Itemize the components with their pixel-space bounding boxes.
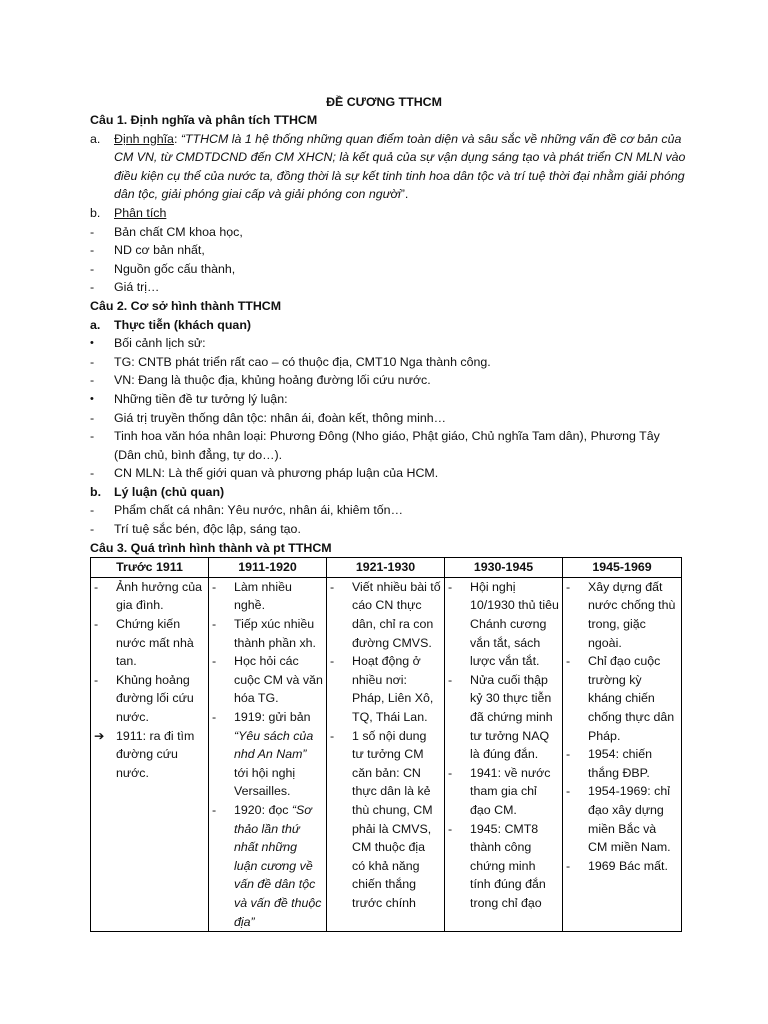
period-header: 1921-1930 xyxy=(327,558,445,578)
list-item xyxy=(90,260,690,279)
list-marker: b. xyxy=(90,205,101,220)
definition-text: “TTHCM là 1 hệ thống những quan điểm toàn diện và sâu sắc về những vấn đề cơ bản của CM VN, từ CMDTDCND đến CM XHCN; là kết quả của sự vận dụng sáng tạo và phát triển CN MLN vào điều kiện cụ thể của nước ta, đồng thời là sự kết tinh tinh hoa dân tộc và trí tuệ thời đại nhằm giải phóng dân tộc, giải phóng giai cấp và giải phóng con người xyxy=(114,131,686,202)
period-cell xyxy=(327,577,445,931)
timeline-header-row xyxy=(91,558,682,578)
list-marker: - xyxy=(212,617,217,632)
document-title-quote: “Sơ thảo lần thứ nhất những luận cương về vấn đề dân tộc và vấn đề thuộc địa” xyxy=(234,802,322,929)
list-marker: - xyxy=(94,672,99,687)
timeline-item xyxy=(212,652,323,708)
section-heading-2: Câu 2. Cơ sở hình thành TTHCM xyxy=(90,298,282,313)
list-marker: - xyxy=(448,821,453,836)
timeline-item-text: Chỉ đạo cuộc trường kỳ kháng chiến chống thực dân Pháp. xyxy=(588,654,675,743)
list-marker: - xyxy=(90,503,95,518)
section-heading-3: Câu 3. Quá trình hình thành và pt TTHCM xyxy=(90,540,332,555)
timeline-item xyxy=(448,671,559,764)
timeline-item-text: Hội nghị 10/1930 thủ tiêu Chánh cương vắn tắt, sách lược vắn tắt. xyxy=(470,579,559,669)
timeline-body-row xyxy=(91,577,682,931)
list-marker: - xyxy=(566,784,571,799)
list-marker: - xyxy=(90,522,95,537)
timeline-item-text: 1941: về nước tham gia chỉ đạo CM. xyxy=(470,765,551,817)
period-cell xyxy=(563,577,682,931)
list-marker: - xyxy=(94,617,99,632)
list-marker: - xyxy=(566,858,571,873)
timeline-item-text: Học hỏi các cuộc CM và văn hóa TG. xyxy=(234,654,323,706)
q1-definition: a. Định nghĩa: “TTHCM là 1 hệ thống những quan điểm toàn diện và sâu sắc về những vấn đề cơ bản của CM VN, từ CMDTDCND đến CM XHCN; là kết quả của sự vận dụng sáng tạo và phát triển CN MLN vào điều kiện cụ thể của nước ta, đồng thời là sự kết tinh tinh hoa dân tộc và trí tuệ thời đại nhằm giải phóng dân tộc, giải phóng giai cấp và giải phóng con người”. xyxy=(90,130,690,204)
document-title-quote: “Yêu sách của nhd An Nam” xyxy=(234,728,314,762)
list-marker: - xyxy=(566,747,571,762)
list-marker: - xyxy=(212,579,217,594)
document-title: ĐỀ CƯƠNG TTHCM xyxy=(326,95,442,109)
period-cell xyxy=(91,577,209,931)
period-header: 1945-1969 xyxy=(563,558,682,578)
list-item xyxy=(90,427,690,464)
arrow-right-icon: ➔ xyxy=(94,728,105,743)
list-marker: - xyxy=(90,429,95,444)
period-cell xyxy=(209,577,327,931)
list-marker: - xyxy=(330,728,335,743)
list-item xyxy=(90,223,690,242)
timeline-item xyxy=(448,764,559,820)
definition-label: Định nghĩa xyxy=(114,131,174,146)
timeline-item xyxy=(566,652,678,745)
list-item-text: Trí tuệ sắc bén, độc lập, sáng tạo. xyxy=(114,522,301,537)
timeline-item-text: 1954-1969: chỉ đạo xây dựng miền Bắc và CM miền Nam. xyxy=(588,784,671,855)
list-marker: - xyxy=(330,579,335,594)
list-marker: - xyxy=(448,579,453,594)
timeline-item-text: 1954: chiến thắng ĐBP. xyxy=(588,747,653,780)
timeline-item-text: Chứng kiến nước mất nhà tan. xyxy=(116,617,194,669)
timeline-item xyxy=(212,708,323,801)
timeline-item xyxy=(212,578,323,615)
timeline-item xyxy=(94,671,205,727)
timeline-item xyxy=(566,782,678,856)
list-item xyxy=(90,353,690,372)
list-item xyxy=(90,409,690,428)
list-marker: - xyxy=(566,654,571,669)
list-item-text: Bản chất CM khoa học, xyxy=(114,224,243,239)
list-marker: - xyxy=(448,765,453,780)
timeline-item xyxy=(566,745,678,782)
list-marker: a. xyxy=(90,131,101,146)
list-marker: - xyxy=(90,280,95,295)
analysis-label: Phân tích xyxy=(114,205,167,220)
timeline-item-text: tới hội nghị Versailles. xyxy=(234,765,296,799)
list-marker: - xyxy=(90,354,95,369)
list-item-text: Những tiền đề tư tưởng lý luận: xyxy=(114,391,288,406)
timeline-item xyxy=(94,727,205,783)
timeline-item-text: Tiếp xúc nhiều thành phần xh. xyxy=(234,617,316,650)
list-item-text: VN: Đang là thuộc địa, khủng hoảng đường lối cứu nước. xyxy=(114,373,431,388)
timeline-item-text: 1945: CMT8 thành công chứng minh tính đúng đắn trong chỉ đạo xyxy=(470,821,546,910)
period-header: 1911-1920 xyxy=(209,558,327,578)
timeline-item-text: 1 số nội dung tư tưởng CM căn bản: CN thực dân là kẻ thù chung, CM phải là CMVS, CM thuộc địa có khả năng chiến thắng trước chính xyxy=(352,728,433,910)
list-item-text: CN MLN: Là thế giới quan và phương pháp luận của HCM. xyxy=(114,466,439,481)
list-item xyxy=(90,501,690,520)
timeline-item-text: Làm nhiều nghề. xyxy=(234,579,292,613)
list-marker: - xyxy=(90,224,95,239)
timeline-item-text: 1920: đọc xyxy=(234,802,292,817)
timeline-item xyxy=(330,727,441,913)
list-item xyxy=(90,278,690,297)
timeline-item xyxy=(330,652,441,726)
timeline-item xyxy=(566,857,678,876)
timeline-item-text: Khủng hoảng đường lối cứu nước. xyxy=(116,672,194,724)
list-item-text: Giá trị truyền thống dân tộc: nhân ái, đoàn kết, thông minh… xyxy=(114,410,447,425)
timeline-item-text: Hoạt động ở nhiều nơi: Pháp, Liên Xô, TQ, Thái Lan. xyxy=(352,654,434,724)
timeline-item xyxy=(448,820,559,913)
list-item xyxy=(90,371,690,390)
list-marker: - xyxy=(90,410,95,425)
list-item xyxy=(90,334,690,353)
list-marker: - xyxy=(448,672,453,687)
timeline-item-text: Nửa cuối thập kỷ 30 thực tiễn đã chứng minh tư tưởng NAQ là đúng đắn. xyxy=(470,672,553,762)
list-marker: - xyxy=(90,373,95,388)
timeline-item xyxy=(94,615,205,671)
timeline-item xyxy=(94,578,205,615)
timeline-item-text: Viết nhiều bài tố cáo CN thực dân, chỉ ra con đường CMVS. xyxy=(352,579,441,650)
q1-items xyxy=(90,223,690,297)
list-marker: - xyxy=(212,710,217,724)
q2-theory-items xyxy=(90,501,690,538)
list-marker: - xyxy=(90,466,95,481)
q2-practice-heading: a. Thực tiễn (khách quan) xyxy=(90,317,252,332)
period-cell xyxy=(445,577,563,931)
timeline-item xyxy=(212,801,323,931)
list-marker: - xyxy=(212,654,217,669)
list-item-text: Nguồn gốc cấu thành, xyxy=(114,261,236,276)
timeline-item xyxy=(566,578,678,652)
list-marker: - xyxy=(90,261,95,276)
q1-analysis xyxy=(90,204,690,223)
list-marker: - xyxy=(212,802,217,817)
list-marker: • xyxy=(90,392,94,405)
list-marker: • xyxy=(90,337,94,350)
list-item xyxy=(90,390,690,409)
list-marker: - xyxy=(330,654,335,669)
list-item xyxy=(90,520,690,539)
list-marker: - xyxy=(94,579,99,594)
list-item xyxy=(90,241,690,260)
q2-practice-items xyxy=(90,334,690,483)
timeline-item xyxy=(212,615,323,652)
section-heading-1: Câu 1. Định nghĩa và phân tích TTHCM xyxy=(90,113,318,127)
timeline-item-text: Xây dựng đất nước chống thù trong, giặc ngoài. xyxy=(588,579,676,650)
timeline-item-text: 1911: ra đi tìm đường cứu nước. xyxy=(116,728,195,780)
list-item-text: Tinh hoa văn hóa nhân loại: Phương Đông (Nho giáo, Phật giáo, Chủ nghĩa Tam dân), Phương Tây (Dân chủ, bình đẳng, tự do…). xyxy=(114,429,660,462)
list-item-text: Giá trị… xyxy=(114,280,160,295)
list-item-text: ND cơ bản nhất, xyxy=(114,243,205,258)
timeline-item xyxy=(448,578,559,671)
timeline-item-text: 1969 Bác mất. xyxy=(588,858,668,873)
q2-theory-heading: b. Lý luận (chủ quan) xyxy=(90,484,225,499)
timeline-table xyxy=(90,557,682,932)
list-marker: - xyxy=(90,243,95,258)
list-item xyxy=(90,464,690,483)
timeline-item-text: 1919: gửi bản xyxy=(234,710,311,724)
list-item-text: TG: CNTB phát triển rất cao – có thuộc địa, CMT10 Nga thành công. xyxy=(114,354,491,369)
list-item-text: Bối cảnh lịch sử: xyxy=(114,336,206,351)
period-header: 1930-1945 xyxy=(445,558,563,578)
timeline-item-text: Ảnh hưởng của gia đình. xyxy=(116,579,203,613)
list-item-text: Phẩm chất cá nhân: Yêu nước, nhân ái, khiêm tốn… xyxy=(114,503,403,518)
period-header: Trước 1911 xyxy=(91,558,209,578)
list-marker: - xyxy=(566,579,571,594)
timeline-item xyxy=(330,578,441,652)
document-body xyxy=(90,111,690,932)
